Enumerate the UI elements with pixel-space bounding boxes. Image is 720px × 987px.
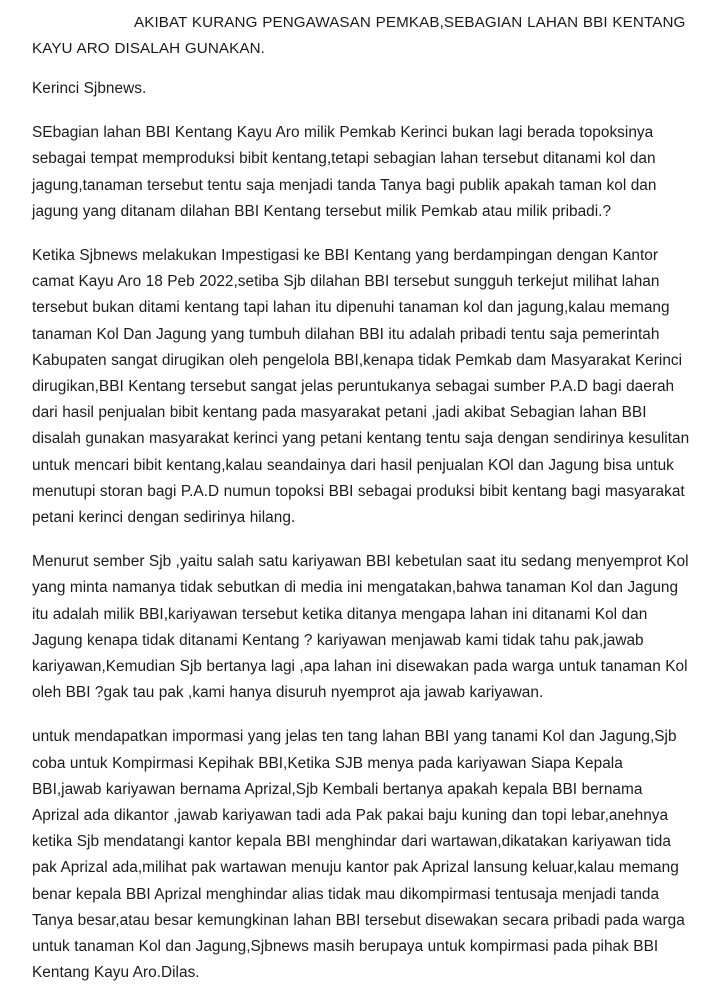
article-paragraph-4: untuk mendapatkan impormasi yang jelas ten tang lahan BBI yang tanami Kol dan Jagung,Sjb coba untuk Kompirmasi Kepihak BBI,Ketika SJB menya pada kariyawan Siapa Kepala BBI,jawab kariyawan bernama Aprizal,Sjb Kembali bertanya apakah kepala BBI bernama Aprizal ada dikantor ,jawab kariyawan tadi ada Pak pakai baju kuning dan topi lebar,anehnya ketika Sjb mendatangi kantor kepala BBI menghindar dari wartawan,dikatakan kariyawan tida pak Aprizal ada,milihat pak wartawan menuju kantor pak Aprizal lansung keluar,kalau memang benar kepala BBI Aprizal menghindar alias tidak mau dikompirmasi tentusaja menjadi tanda Tanya besar,atau besar kemungkinan lahan BBI tersebut disewakan secara pribadi pada warga untuk tanaman Kol dan Jagung,Sjbnews masih berupaya untuk kompirmasi pada pihak BBI Kentang Kayu Aro.Dilas.	[32, 728, 685, 982]
page-title: AKIBAT KURANG PENGAWASAN PEMKAB,SEBAGIAN LAHAN BBI KENTANG KAYU ARO DISALAH GUNAKAN.	[32, 14, 686, 57]
article-paragraph-2: Ketika Sjbnews melakukan Impestigasi ke BBI Kentang yang berdampingan dengan Kantor camat Kayu Aro 18 Peb 2022,setiba Sjb dilahan BBI tersebut sungguh terkejut milihat lahan tersebut bukan ditami kentang tapi lahan itu dipenuhi tanaman kol dan jagung,kalau memang tanaman Kol Dan Jagung yang tumbuh dilahan BBI itu adalah pribadi tentu saja pemerintah Kabupaten sangat dirugikan oleh pengelola BBI,kenapa tidak Pemkab dam Masyarakat Kerinci dirugikan,BBI Kentang tersebut sangat jelas peruntukanya sebagai sumber P.A.D bagi daerah dari hasil penjualan bibit kentang pada masyarakat petani ,jadi akibat Sebagian lahan BBI disalah gunakan masyarakat kerinci yang petani kentang tentu saja dengan sendirinya kesulitan untuk mencari bibit kentang,kalau seandainya dari hasil penjualan KOl dan Jagung bisa untuk menutupi storan bagi P.A.D numun topoksi BBI sebagai produksi bibit kentang bagi masyarakat petani kerinci dengan sedirinya hilang.	[32, 247, 690, 527]
article-paragraph-1: SEbagian lahan BBI Kentang Kayu Aro milik Pemkab Kerinci bukan lagi berada topoksinya sebagai tempat memproduksi bibit kentang,tetapi sebagian lahan tersebut ditanami kol dan jagung,tanaman tersebut tentu saja menjadi tanda Tanya bagi publik apakah taman kol dan jagung yang ditanam dilahan BBI Kentang tersebut milik Pemkab atau milik pribadi.?	[32, 124, 657, 220]
dateline: Kerinci Sjbnews.	[32, 80, 147, 97]
article-paragraph-3: Menurut sember Sjb ,yaitu salah satu kariyawan BBI kebetulan saat itu sedang menyemprot Kol yang minta namanya tidak sebutkan di media ini mengatakan,bahwa tanaman Kol dan Jagung itu adalah milik BBI,kariyawan tersebut ketika ditanya mengapa lahan ini ditanami Kol dan Jagung kenapa tidak ditanami Kentang ? kariyawan menjawab kami tidak tahu pak,jawab kariyawan,Kemudian Sjb bertanya lagi ,apa lahan ini disewakan pada warga untuk tanaman Kol oleh BBI ?gak tau pak ,kami hanya disuruh nyemprot aja jawab kariyawan.	[32, 553, 689, 702]
